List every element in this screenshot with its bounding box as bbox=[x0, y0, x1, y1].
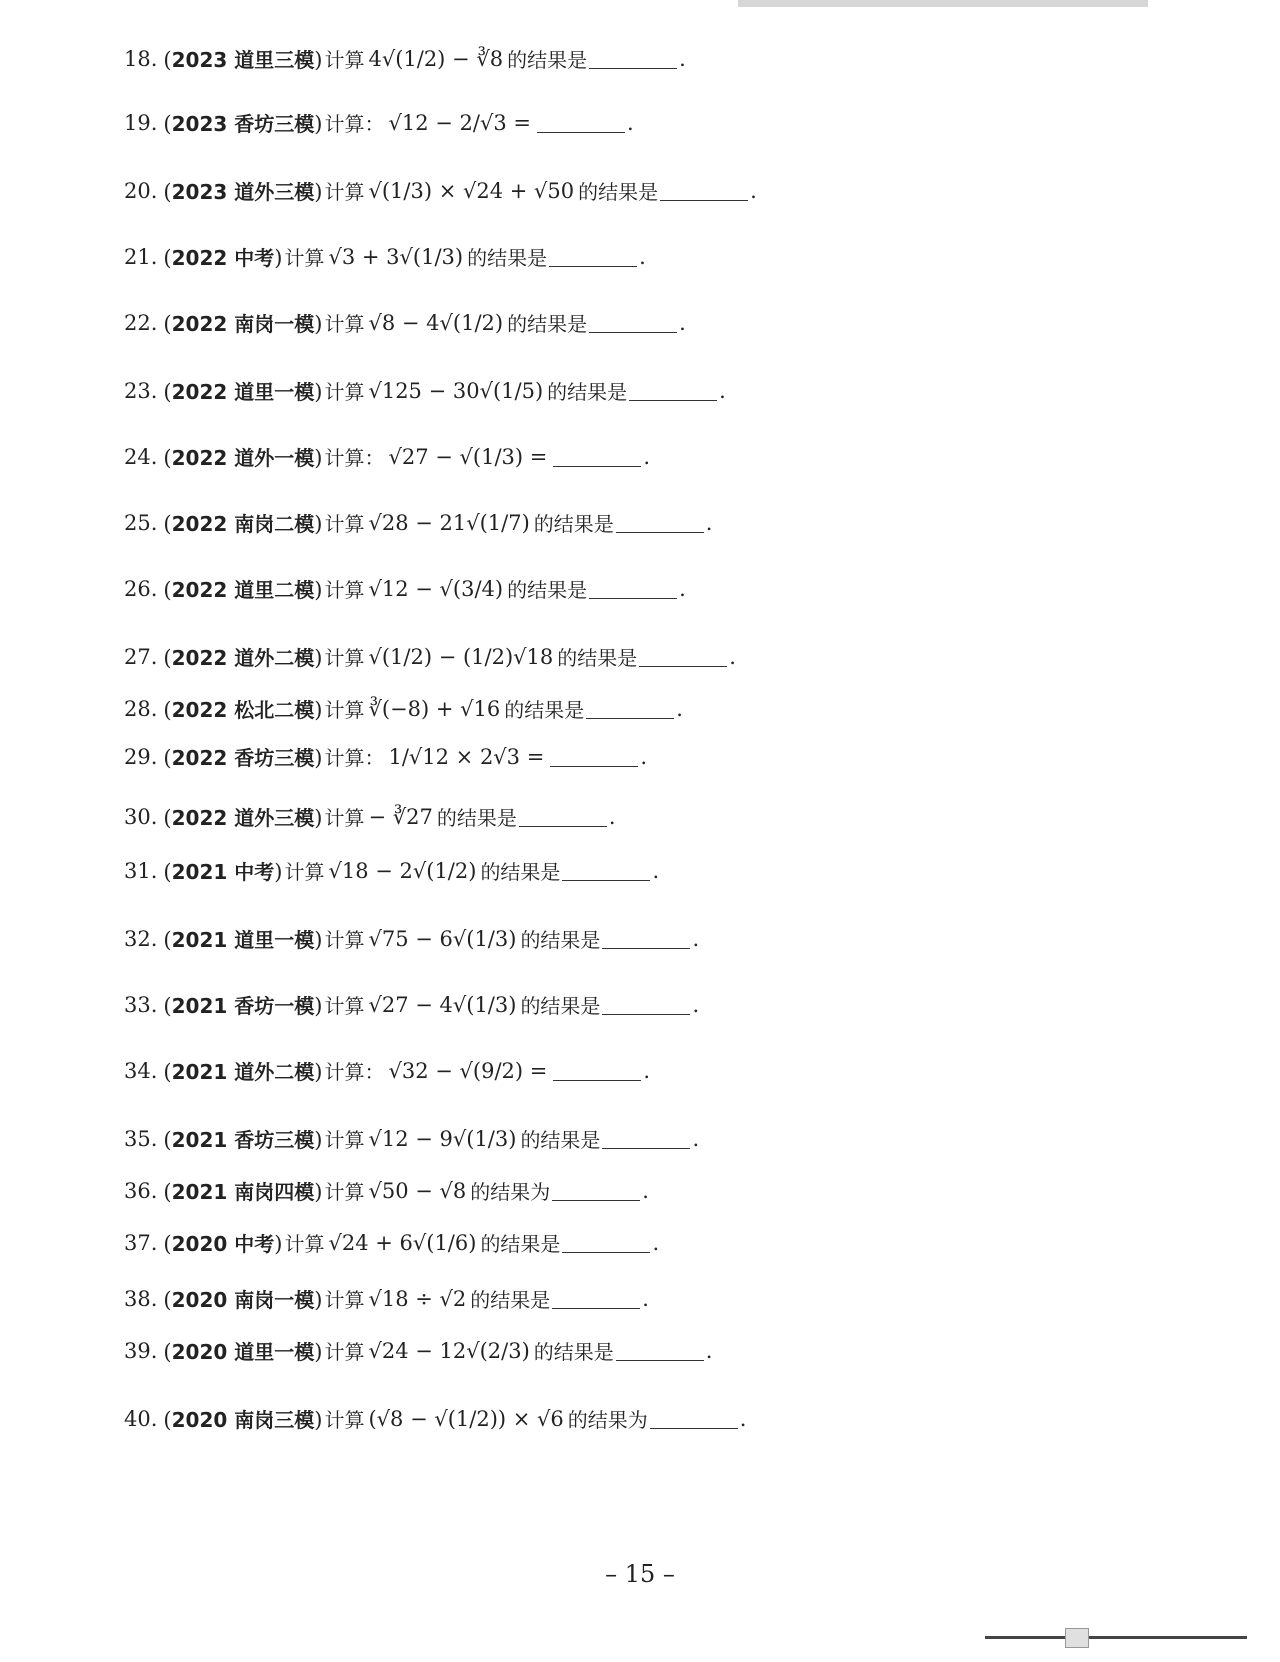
problem-verb: 计算： bbox=[324, 1060, 385, 1084]
math-expression: √28 − 21√(1/7) bbox=[368, 510, 530, 535]
problem-source: (2020 道里一模) bbox=[163, 1340, 323, 1364]
math-expression: √8 − 4√(1/2) bbox=[368, 310, 504, 335]
math-expression: √27 − 4√(1/3) bbox=[368, 992, 517, 1017]
problem-verb: 计算 bbox=[324, 512, 365, 536]
answer-blank[interactable] bbox=[660, 180, 748, 201]
problem-item bbox=[124, 574, 686, 603]
answer-blank[interactable] bbox=[550, 746, 638, 767]
problem-tail: 的结果是 bbox=[480, 1232, 561, 1256]
problem-tail: 的结果是 bbox=[520, 928, 601, 952]
problem-source: (2020 南岗一模) bbox=[163, 1288, 323, 1312]
problem-verb: 计算 bbox=[324, 806, 365, 830]
answer-blank[interactable] bbox=[519, 806, 607, 827]
math-expression: √125 − 30√(1/5) bbox=[368, 378, 544, 403]
problem-number: 39. bbox=[124, 1338, 158, 1363]
problem-number: 32. bbox=[124, 926, 158, 951]
problem-number: 20. bbox=[124, 178, 158, 203]
problem-number: 26. bbox=[124, 576, 158, 601]
answer-blank[interactable] bbox=[602, 928, 690, 949]
problem-end: . bbox=[652, 858, 660, 883]
problem-item bbox=[124, 1056, 650, 1085]
problem-source: (2020 中考) bbox=[163, 1232, 283, 1256]
problem-number: 27. bbox=[124, 644, 158, 669]
problem-source: (2023 香坊三模) bbox=[163, 112, 323, 136]
problem-number: 29. bbox=[124, 744, 158, 769]
problem-number: 25. bbox=[124, 510, 158, 535]
problem-verb: 计算 bbox=[324, 312, 365, 336]
problem-end: . bbox=[652, 1230, 660, 1255]
answer-blank[interactable] bbox=[552, 1288, 640, 1309]
problem-tail: 的结果是 bbox=[507, 578, 588, 602]
problem-number: 28. bbox=[124, 696, 158, 721]
problem-source: (2023 道外三模) bbox=[163, 180, 323, 204]
problem-verb: 计算 bbox=[324, 646, 365, 670]
problem-verb: 计算 bbox=[324, 1340, 365, 1364]
problem-source: (2023 道里三模) bbox=[163, 48, 323, 72]
problem-item bbox=[124, 742, 647, 771]
answer-blank[interactable] bbox=[562, 1232, 650, 1253]
math-expression: 4√(1/2) − ∛8 bbox=[368, 46, 504, 71]
problem-tail: 的结果是 bbox=[533, 1340, 614, 1364]
math-expression: √12 − 9√(1/3) bbox=[368, 1126, 517, 1151]
math-expression: √3 + 3√(1/3) bbox=[328, 244, 464, 269]
answer-blank[interactable] bbox=[650, 1408, 738, 1429]
problem-source: (2021 中考) bbox=[163, 860, 283, 884]
problem-tail: 的结果是 bbox=[578, 180, 659, 204]
problem-end: . bbox=[692, 1126, 700, 1151]
problem-item bbox=[124, 856, 659, 885]
problem-source: (2022 松北二模) bbox=[163, 698, 323, 722]
math-expression: √12 − √(3/4) bbox=[368, 576, 504, 601]
problem-verb: 计算 bbox=[324, 1180, 365, 1204]
problem-end: . bbox=[679, 310, 686, 335]
problem-verb: 计算 bbox=[324, 1128, 365, 1152]
math-expression: (√8 − √(1/2)) × √6 bbox=[368, 1406, 564, 1431]
problem-end: . bbox=[626, 110, 634, 135]
problem-tail: 的结果是 bbox=[467, 246, 548, 270]
problem-item bbox=[124, 176, 757, 205]
problem-number: 24. bbox=[124, 444, 158, 469]
problem-verb: 计算 bbox=[284, 1232, 325, 1256]
problem-end: . bbox=[642, 1178, 649, 1203]
problem-source: (2021 南岗四模) bbox=[163, 1180, 323, 1204]
problem-tail: 的结果是 bbox=[507, 48, 588, 72]
problem-verb: 计算 bbox=[324, 180, 365, 204]
math-expression: √(1/3) × √24 + √50 bbox=[368, 178, 575, 203]
problem-item bbox=[124, 1124, 699, 1153]
problem-end: . bbox=[679, 576, 686, 601]
problem-number: 22. bbox=[124, 310, 158, 335]
problem-tail: 的结果为 bbox=[470, 1180, 551, 1204]
problem-end: . bbox=[642, 1286, 649, 1311]
problem-item bbox=[124, 642, 736, 671]
problem-verb: 计算 bbox=[324, 1288, 365, 1312]
answer-blank[interactable] bbox=[549, 246, 637, 267]
problem-verb: 计算 bbox=[324, 578, 365, 602]
problem-item bbox=[124, 108, 634, 137]
problem-tail: 的结果是 bbox=[504, 698, 585, 722]
problem-end: . bbox=[643, 1058, 651, 1083]
answer-blank[interactable] bbox=[616, 1340, 704, 1361]
problem-number: 37. bbox=[124, 1230, 158, 1255]
problem-source: (2022 南岗二模) bbox=[163, 512, 323, 536]
answer-blank[interactable] bbox=[589, 312, 677, 333]
answer-blank[interactable] bbox=[589, 578, 677, 599]
problem-number: 33. bbox=[124, 992, 158, 1017]
problem-item bbox=[124, 1404, 746, 1433]
problem-item bbox=[124, 376, 726, 405]
problem-verb: 计算： bbox=[324, 446, 385, 470]
problem-item bbox=[124, 508, 712, 537]
problem-source: (2022 道里二模) bbox=[163, 578, 323, 602]
answer-blank[interactable] bbox=[629, 380, 717, 401]
problem-tail: 的结果是 bbox=[520, 1128, 601, 1152]
math-expression: ∛(−8) + √16 bbox=[368, 696, 501, 721]
scrollbar-track[interactable] bbox=[985, 1636, 1247, 1639]
problem-verb: 计算 bbox=[324, 994, 365, 1018]
math-expression: √50 − √8 bbox=[368, 1178, 467, 1203]
problem-item bbox=[124, 308, 686, 337]
problem-tail: 的结果是 bbox=[470, 1288, 551, 1312]
problem-end: . bbox=[643, 444, 651, 469]
problem-number: 21. bbox=[124, 244, 158, 269]
problem-end: . bbox=[692, 926, 700, 951]
problem-item bbox=[124, 802, 616, 831]
problem-number: 36. bbox=[124, 1178, 158, 1203]
problem-number: 19. bbox=[124, 110, 158, 135]
problem-number: 34. bbox=[124, 1058, 158, 1083]
problem-source: (2021 道外二模) bbox=[163, 1060, 323, 1084]
problem-end: . bbox=[729, 644, 736, 669]
problem-end: . bbox=[639, 244, 646, 269]
scrollbar-thumb[interactable] bbox=[1065, 1628, 1089, 1648]
problem-number: 35. bbox=[124, 1126, 158, 1151]
problem-end: . bbox=[608, 804, 616, 829]
problem-source: (2022 中考) bbox=[163, 246, 283, 270]
math-expression: − ∛27 bbox=[368, 804, 433, 829]
problem-verb: 计算 bbox=[324, 1408, 365, 1432]
problem-source: (2021 香坊一模) bbox=[163, 994, 323, 1018]
problem-source: (2022 道外二模) bbox=[163, 646, 323, 670]
math-expression: √27 − √(1/3) = bbox=[388, 444, 548, 469]
problem-verb: 计算 bbox=[324, 928, 365, 952]
problem-item bbox=[124, 44, 686, 73]
problem-tail: 的结果是 bbox=[507, 312, 588, 336]
problem-verb: 计算 bbox=[324, 380, 365, 404]
problem-source: (2021 道里一模) bbox=[163, 928, 323, 952]
problem-source: (2022 香坊三模) bbox=[163, 746, 323, 770]
answer-blank[interactable] bbox=[586, 698, 674, 719]
problem-end: . bbox=[739, 1406, 747, 1431]
math-expression: √24 + 6√(1/6) bbox=[328, 1230, 477, 1255]
answer-blank[interactable] bbox=[602, 1128, 690, 1149]
problem-verb: 计算 bbox=[324, 698, 365, 722]
problem-item bbox=[124, 1228, 659, 1257]
problem-item bbox=[124, 694, 683, 723]
problem-tail: 的结果是 bbox=[520, 994, 601, 1018]
answer-blank[interactable] bbox=[553, 1060, 641, 1081]
problem-tail: 的结果是 bbox=[480, 860, 561, 884]
math-expression: √32 − √(9/2) = bbox=[388, 1058, 548, 1083]
problem-source: (2022 道外一模) bbox=[163, 446, 323, 470]
problem-source: (2022 道里一模) bbox=[163, 380, 323, 404]
problem-number: 30. bbox=[124, 804, 158, 829]
math-expression: √12 − 2/√3 = bbox=[388, 110, 531, 135]
problem-item bbox=[124, 442, 650, 471]
problem-number: 23. bbox=[124, 378, 158, 403]
problem-number: 18. bbox=[124, 46, 158, 71]
problem-tail: 的结果是 bbox=[436, 806, 517, 830]
math-expression: √(1/2) − (1/2)√18 bbox=[368, 644, 554, 669]
answer-blank[interactable] bbox=[562, 860, 650, 881]
problem-item bbox=[124, 990, 699, 1019]
problem-source: (2021 香坊三模) bbox=[163, 1128, 323, 1152]
answer-blank[interactable] bbox=[639, 646, 727, 667]
problem-tail: 的结果是 bbox=[557, 646, 638, 670]
problem-number: 31. bbox=[124, 858, 158, 883]
problem-end: . bbox=[719, 378, 726, 403]
problem-number: 40. bbox=[124, 1406, 158, 1431]
problem-item bbox=[124, 1284, 649, 1313]
problem-end: . bbox=[705, 1338, 713, 1363]
problem-number: 38. bbox=[124, 1286, 158, 1311]
answer-blank[interactable] bbox=[537, 112, 625, 133]
answer-blank[interactable] bbox=[553, 446, 641, 467]
answer-blank[interactable] bbox=[616, 512, 704, 533]
problem-source: (2022 南岗一模) bbox=[163, 312, 323, 336]
problem-item bbox=[124, 1176, 649, 1205]
problem-verb: 计算 bbox=[324, 48, 365, 72]
math-expression: √24 − 12√(2/3) bbox=[368, 1338, 530, 1363]
problem-tail: 的结果为 bbox=[567, 1408, 648, 1432]
problem-item bbox=[124, 1336, 712, 1365]
problem-item bbox=[124, 242, 646, 271]
problem-item bbox=[124, 924, 699, 953]
problem-verb: 计算： bbox=[324, 112, 385, 136]
problem-end: . bbox=[676, 696, 683, 721]
horizontal-scrollbar[interactable] bbox=[985, 1628, 1247, 1648]
math-expression: √75 − 6√(1/3) bbox=[368, 926, 517, 951]
problem-source: (2020 南岗三模) bbox=[163, 1408, 323, 1432]
problem-tail: 的结果是 bbox=[533, 512, 614, 536]
problem-end: . bbox=[692, 992, 700, 1017]
problem-end: . bbox=[679, 46, 686, 71]
top-edge-bar bbox=[738, 0, 1148, 7]
answer-blank[interactable] bbox=[602, 994, 690, 1015]
answer-blank[interactable] bbox=[552, 1180, 640, 1201]
problem-verb: 计算： bbox=[324, 746, 385, 770]
page-number: – 15 – bbox=[605, 1560, 675, 1588]
answer-blank[interactable] bbox=[589, 48, 677, 69]
problem-end: . bbox=[705, 510, 713, 535]
problem-end: . bbox=[640, 744, 647, 769]
problem-tail: 的结果是 bbox=[547, 380, 628, 404]
problem-end: . bbox=[750, 178, 757, 203]
math-expression: √18 − 2√(1/2) bbox=[328, 858, 477, 883]
problem-source: (2022 道外三模) bbox=[163, 806, 323, 830]
problem-verb: 计算 bbox=[284, 860, 325, 884]
problem-verb: 计算 bbox=[284, 246, 325, 270]
math-expression: 1/√12 × 2√3 = bbox=[388, 744, 545, 769]
math-expression: √18 ÷ √2 bbox=[368, 1286, 467, 1311]
